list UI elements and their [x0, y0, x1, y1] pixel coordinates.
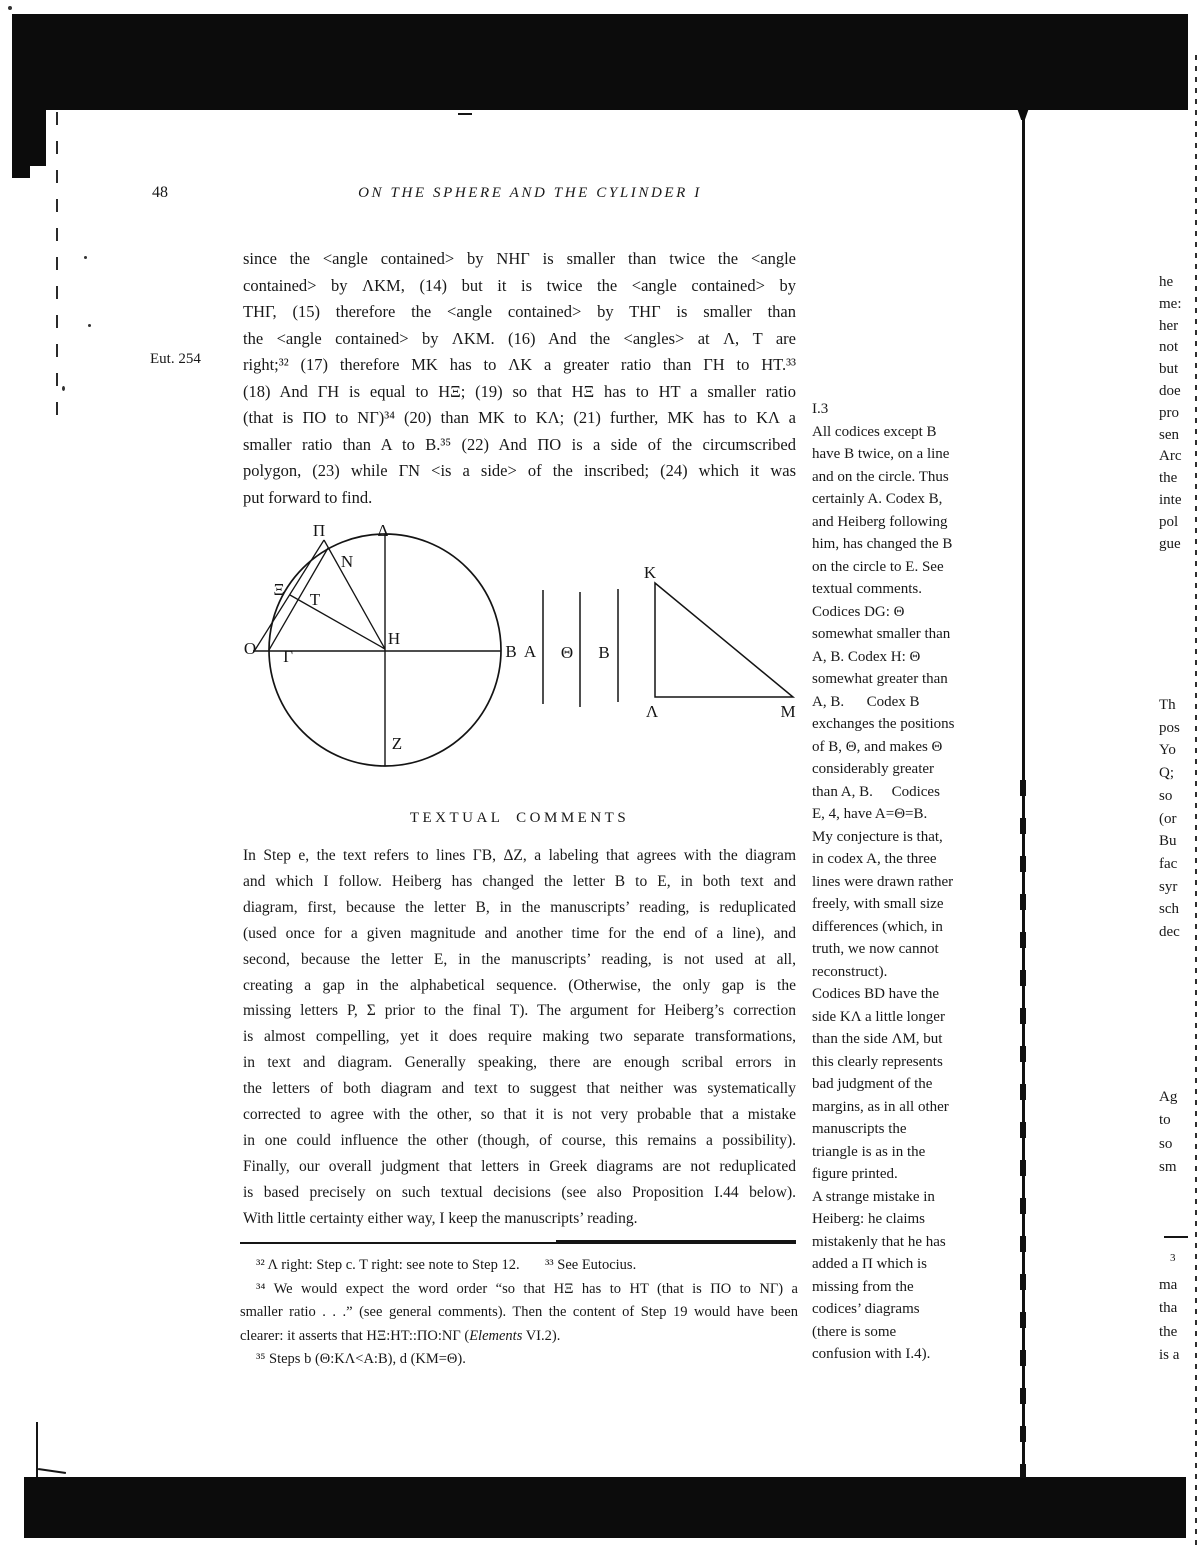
comments-block	[243, 843, 796, 1232]
text-line: gue	[1159, 535, 1181, 552]
margin-note-eutocius: Eut. 254	[150, 351, 201, 367]
text-line: pro	[1159, 404, 1179, 421]
text-line: E, 4, have A=Θ=B.	[812, 806, 928, 822]
text-line: sen	[1159, 426, 1179, 443]
text-line: codices’ diagrams	[812, 1301, 920, 1317]
text-line: contained> by ΛKM, (14) but it is twice the <angle contained> by	[243, 275, 796, 295]
footnote-34-line-1	[240, 1278, 798, 1302]
text-line: the letters of both diagram and text to suggest that neither was systematically	[243, 1080, 796, 1098]
text-line: Arc	[1159, 448, 1182, 465]
text-line: dec	[1159, 924, 1180, 941]
text-line: somewhat smaller than	[812, 626, 951, 642]
label-zeta: Z	[391, 734, 403, 753]
scan-bottom-band	[24, 1477, 1186, 1538]
text-line: sch	[1159, 901, 1179, 918]
text-line: the	[1159, 1323, 1178, 1340]
text-line: considerably greater	[812, 761, 935, 777]
footnote-text: VI.2).	[522, 1327, 561, 1344]
running-head: ON THE SPHERE AND THE CYLINDER I	[358, 185, 702, 201]
footnote-35	[240, 1348, 798, 1372]
text-line: THΓ, (15) therefore the <angle contained> by THΓ is smaller than	[243, 302, 796, 321]
label-tau: T	[309, 590, 321, 609]
text-line: ma	[1159, 1277, 1178, 1293]
text-line: right;³² (17) therefore MK has to ΛK a greater ratio than ΓH to HT.³³	[243, 355, 796, 374]
text-line: diagram, first, because the letter B, in the manuscripts’ reading, is reduplicated	[243, 898, 796, 916]
text-line: but	[1159, 361, 1179, 378]
footnotes-block	[240, 1254, 798, 1372]
text-line: sm	[1159, 1159, 1177, 1176]
label-alpha-line: A	[523, 642, 537, 661]
text-line: of B, Θ, and makes Θ	[812, 738, 943, 755]
label-eta: H	[387, 629, 401, 648]
text-line: than the side ΛM, but	[812, 1031, 943, 1047]
footnote-text: smaller ratio . . .” (see general comments). Then the content of Step 19 would have been	[240, 1304, 798, 1321]
footnote-34-line-2	[240, 1301, 798, 1325]
scan-speck-3	[62, 386, 65, 391]
triangle-KLM	[655, 583, 793, 697]
footnote-text: ³² Λ right: Step c. T right: see note to Step 12. ³³ See Eutocius.	[256, 1257, 637, 1273]
text-line: syr	[1159, 878, 1178, 895]
text-line: A strange mistake in	[812, 1188, 935, 1205]
text-line: this clearly represents	[812, 1053, 943, 1070]
text-line: since the <angle contained> by NHΓ is smaller than twice the <angle	[243, 249, 796, 268]
edge-fragments-group-3	[1159, 1086, 1200, 1180]
text-line: he	[1159, 274, 1174, 290]
text-line: pol	[1159, 513, 1179, 530]
text-line: corrected to agree with the other, so that it is not very probable that a mistake	[243, 1106, 796, 1124]
text-line: is based precisely on such textual decisions (see also Proposition I.44 below).	[243, 1183, 796, 1201]
text-line: (18) And ΓH is equal to HΞ; (19) so that HΞ has to HT a smaller ratio	[243, 381, 796, 401]
text-line: Ag	[1159, 1089, 1178, 1105]
text-line: truth, we now cannot	[812, 941, 939, 957]
edge-fragments-group-1	[1159, 272, 1200, 555]
text-line: margins, as in all other	[812, 1098, 949, 1115]
text-line: Yo	[1159, 742, 1176, 759]
label-beta-line: B	[598, 643, 610, 662]
footnote-32-33	[240, 1254, 798, 1278]
text-line: tha	[1159, 1300, 1178, 1317]
comments-heading: TEXTUAL COMMENTS	[409, 810, 630, 826]
page-number: 48	[152, 184, 168, 201]
text-line: (there is some	[812, 1323, 897, 1340]
text-line: inte	[1159, 491, 1182, 508]
text-line: than A, B. Codices	[812, 783, 940, 800]
text-line: so	[1159, 1135, 1173, 1152]
scan-tick-mark	[458, 113, 472, 115]
edge-fragments-group-4	[1159, 1274, 1200, 1367]
text-line: put forward to find.	[243, 487, 373, 507]
text-line: With little certainty either way, I keep the manuscripts’ reading.	[243, 1209, 638, 1227]
text-line: smaller ratio than A to B.³⁵ (22) And ΠO is a side of the circumscribed	[243, 434, 796, 454]
label-theta-line: Θ	[560, 643, 574, 662]
label-pi: Π	[312, 521, 326, 540]
footnote-rule-thick-part	[556, 1240, 796, 1244]
text-line: is almost compelling, yet it does require making two separate transformations,	[243, 1028, 796, 1046]
text-line: Bu	[1159, 833, 1177, 850]
text-line: doe	[1159, 382, 1181, 399]
label-lambda: Λ	[645, 702, 659, 721]
footnote-text: ³⁵ Steps b (Θ:KΛ<A:B), d (KM=Θ).	[256, 1351, 466, 1368]
text-line: All codices except B	[812, 423, 937, 440]
scan-speck-4	[8, 6, 12, 10]
text-line: triangle is as in the	[812, 1143, 926, 1160]
text-line: Heiberg: he claims	[812, 1211, 926, 1227]
geometry-diagram	[235, 518, 810, 784]
text-line: reconstruct).	[812, 963, 888, 980]
scan-top-band	[12, 14, 1188, 110]
text-line: in one could influence the other (though, of course, this remains a possibility).	[243, 1131, 796, 1149]
text-line: (or	[1159, 810, 1177, 827]
diagram-labels	[244, 521, 796, 753]
scan-left-strip	[12, 110, 46, 166]
text-line: missing letters P, Σ prior to the final T). The argument for Heiberg’s correction	[243, 1002, 796, 1020]
label-delta: Δ	[377, 521, 389, 540]
label-nu: N	[340, 552, 354, 571]
text-line: manuscripts the	[812, 1121, 907, 1137]
text-line: (that is ΠO to NΓ)³⁴ (20) than MK to KΛ; (21) further, MK has to KΛ a	[243, 408, 796, 427]
scan-gutter-flare	[1017, 108, 1029, 120]
edge-fragments-group-2	[1159, 694, 1200, 944]
scan-bottom-left-curl	[38, 1468, 66, 1474]
scan-gutter-dashes	[1020, 780, 1026, 1478]
text-line: in codex A, the three	[812, 851, 937, 867]
text-line: side KΛ a little longer	[812, 1008, 945, 1025]
text-line: figure printed.	[812, 1166, 898, 1182]
text-line: polygon, (23) while ΓN <is a side> of the inscribed; (24) which it was	[243, 461, 796, 480]
text-line: (used once for a given magnitude and another time for the end of a line), and	[243, 924, 796, 942]
text-line: Finally, our overall judgment that letters in Greek diagrams are not reduplicated	[243, 1157, 796, 1175]
text-line: second, because the letter E, in the manuscripts’ reading, is not used at all,	[243, 950, 796, 968]
text-line: Q;	[1159, 765, 1174, 782]
text-line: Codices BD have the	[812, 986, 940, 1002]
footnote-34-line-3	[240, 1325, 798, 1349]
text-line: freely, with small size	[812, 896, 944, 912]
scan-speck-1	[84, 256, 87, 259]
edge-footnote-number: 3	[1170, 1252, 1176, 1264]
text-line: her	[1159, 317, 1179, 334]
label-kappa: K	[643, 563, 657, 582]
text-line: somewhat greater than	[812, 671, 948, 687]
text-line: A, B. Codex B	[812, 693, 920, 710]
margin-column-lines	[812, 421, 1002, 1366]
label-beta-circle: B	[505, 642, 517, 661]
text-line: Codices DG: Θ	[812, 603, 905, 620]
text-line: bad judgment of the	[812, 1076, 933, 1092]
text-line: the <angle contained> by ΛKM. (16) And the <angles> at Λ, T are	[243, 328, 796, 348]
scan-speck-2	[88, 324, 91, 327]
text-line: so	[1159, 787, 1173, 804]
margin-column	[812, 398, 1002, 1366]
text-line: have B twice, on a line	[812, 446, 950, 462]
text-line: missing from the	[812, 1278, 914, 1295]
text-line: Th	[1159, 697, 1176, 713]
text-line: fac	[1159, 855, 1178, 872]
text-line: him, has changed the B	[812, 536, 953, 552]
text-line: is a	[1159, 1346, 1180, 1363]
footnote-italic-elements: Elements	[469, 1327, 523, 1344]
scan-left-strip-tail	[12, 166, 30, 178]
text-line: In Step e, the text refers to lines ΓB, ΔZ, a labeling that agrees with the diagram	[243, 847, 796, 864]
label-xi: Ξ	[273, 580, 285, 599]
text-line: mistakenly that he has	[812, 1233, 946, 1250]
line-Pi-H	[324, 540, 385, 649]
text-line: in text and diagram. Generally speaking, there are enough scribal errors in	[243, 1054, 796, 1072]
text-line: confusion with I.4).	[812, 1346, 931, 1362]
line-H-Xi	[290, 595, 385, 649]
edge-footnote-rule	[1164, 1236, 1188, 1238]
text-line: exchanges the positions	[812, 716, 955, 732]
text-line: and Heiberg following	[812, 513, 948, 530]
label-omicron: O	[243, 639, 257, 658]
scan-left-dashed-line	[56, 112, 58, 430]
text-line: My conjecture is that,	[812, 828, 943, 845]
label-gamma: Γ	[283, 647, 293, 666]
text-line: lines were drawn rather	[812, 873, 954, 890]
text-line: not	[1159, 339, 1179, 356]
text-line: certainly A. Codex B,	[812, 491, 943, 507]
text-line: to	[1159, 1112, 1171, 1129]
label-mu: M	[780, 702, 796, 721]
text-line: added a Π which is	[812, 1256, 927, 1272]
footnote-text: ³⁴ We would expect the word order “so that HΞ has to HT (that is ΠO to NΓ) a	[256, 1280, 798, 1297]
text-line: pos	[1159, 719, 1180, 736]
text-line: creating a gap in the alphabetical sequence. (Otherwise, the only gap is the	[243, 976, 796, 994]
margin-column-heading: I.3	[812, 401, 829, 417]
text-line: A, B. Codex H: Θ	[812, 648, 921, 665]
text-line: on the circle to E. See	[812, 558, 944, 575]
text-line: textual comments.	[812, 581, 922, 597]
text-line: the	[1159, 470, 1178, 487]
text-line: differences (which, in	[812, 918, 943, 935]
text-line: me:	[1159, 295, 1182, 312]
text-line: and on the circle. Thus	[812, 468, 949, 485]
main-text-block	[243, 246, 796, 511]
text-line: and which I follow. Heiberg has changed the letter B to E, in both text and	[243, 872, 796, 890]
footnote-text: clearer: it asserts that HΞ:HT::ΠO:NΓ (	[240, 1327, 470, 1344]
